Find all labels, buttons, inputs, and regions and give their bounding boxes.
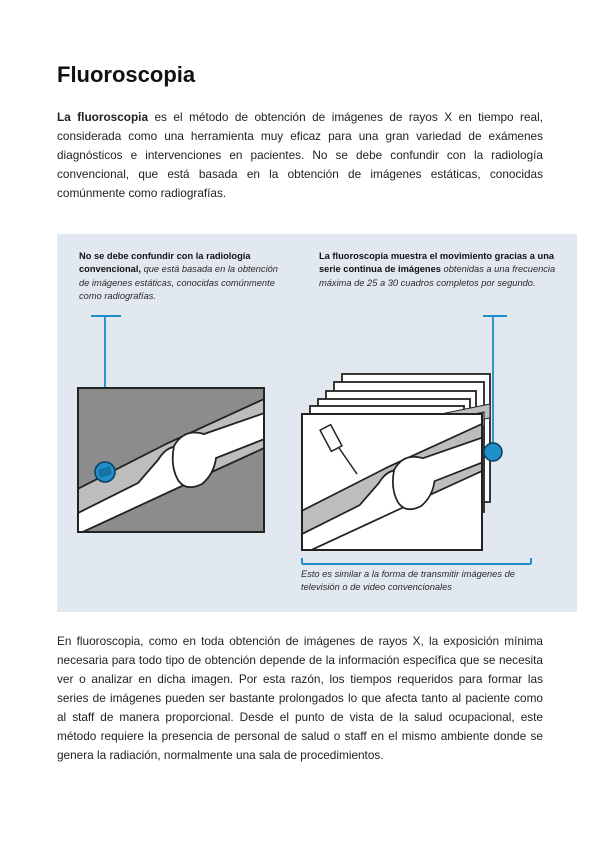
static-radiograph-image <box>57 388 308 548</box>
intro-lead-term: La fluoroscopia <box>57 110 149 124</box>
left-caption-bold: No se debe confundir con la radiología convencional, <box>79 251 251 275</box>
intro-paragraph <box>57 108 543 203</box>
page-title: Fluoroscopia <box>57 62 196 87</box>
left-caption <box>79 250 289 304</box>
left-caption-italic: que está basada en la obtención de imágenes estáticas, conocidas comúnmente como radiografías. <box>79 264 278 302</box>
right-caption-lead: La fluoroscopia <box>319 251 391 261</box>
series-bracket <box>302 558 531 564</box>
right-caption-italic: obtenidas a una frecuencia máxima de 25 a 30 cuadros completos por segundo. <box>319 264 556 288</box>
right-caption-bold: muestra el movimiento gracias a una serie continua de imágenes <box>319 251 555 275</box>
outro-paragraph: En fluoroscopia, como en toda obtención de imágenes de rayos X, la exposición mínima necesaria para todo tipo de obtención depende de la información específica que se necesita ver o analizar en dicha imagen. Por esta razón, los tiempos requeridos para formar las series de imágenes pueden ser bastante prolongados lo que afecta tanto al paciente como al staff de manera proporcional. Desde el punto de vista de la salud ocupacional, este método requiere la presencia de personal de salud o staff en el mismo ambiente donde se genera la radiación, normalmente una sala de procedimientos. <box>57 634 543 762</box>
right-caption <box>319 250 559 290</box>
bottom-caption: Esto es similar a la forma de transmitir imágenes de televisión o de video convencionales <box>301 569 515 593</box>
right-marker-dot <box>484 443 502 461</box>
intro-text: es el método de obtención de imágenes de rayos X en tiempo real, considerada como una herramienta muy eficaz para una gran variedad de exámenes diagnósticos e intervenciones en pacientes. No se debe confundir con la radiología convencional, que está basada en la obtención de imágenes estáticas, conocidas comúnmente como radiografías. <box>57 110 543 200</box>
fluoroscopy-figure <box>57 234 577 612</box>
